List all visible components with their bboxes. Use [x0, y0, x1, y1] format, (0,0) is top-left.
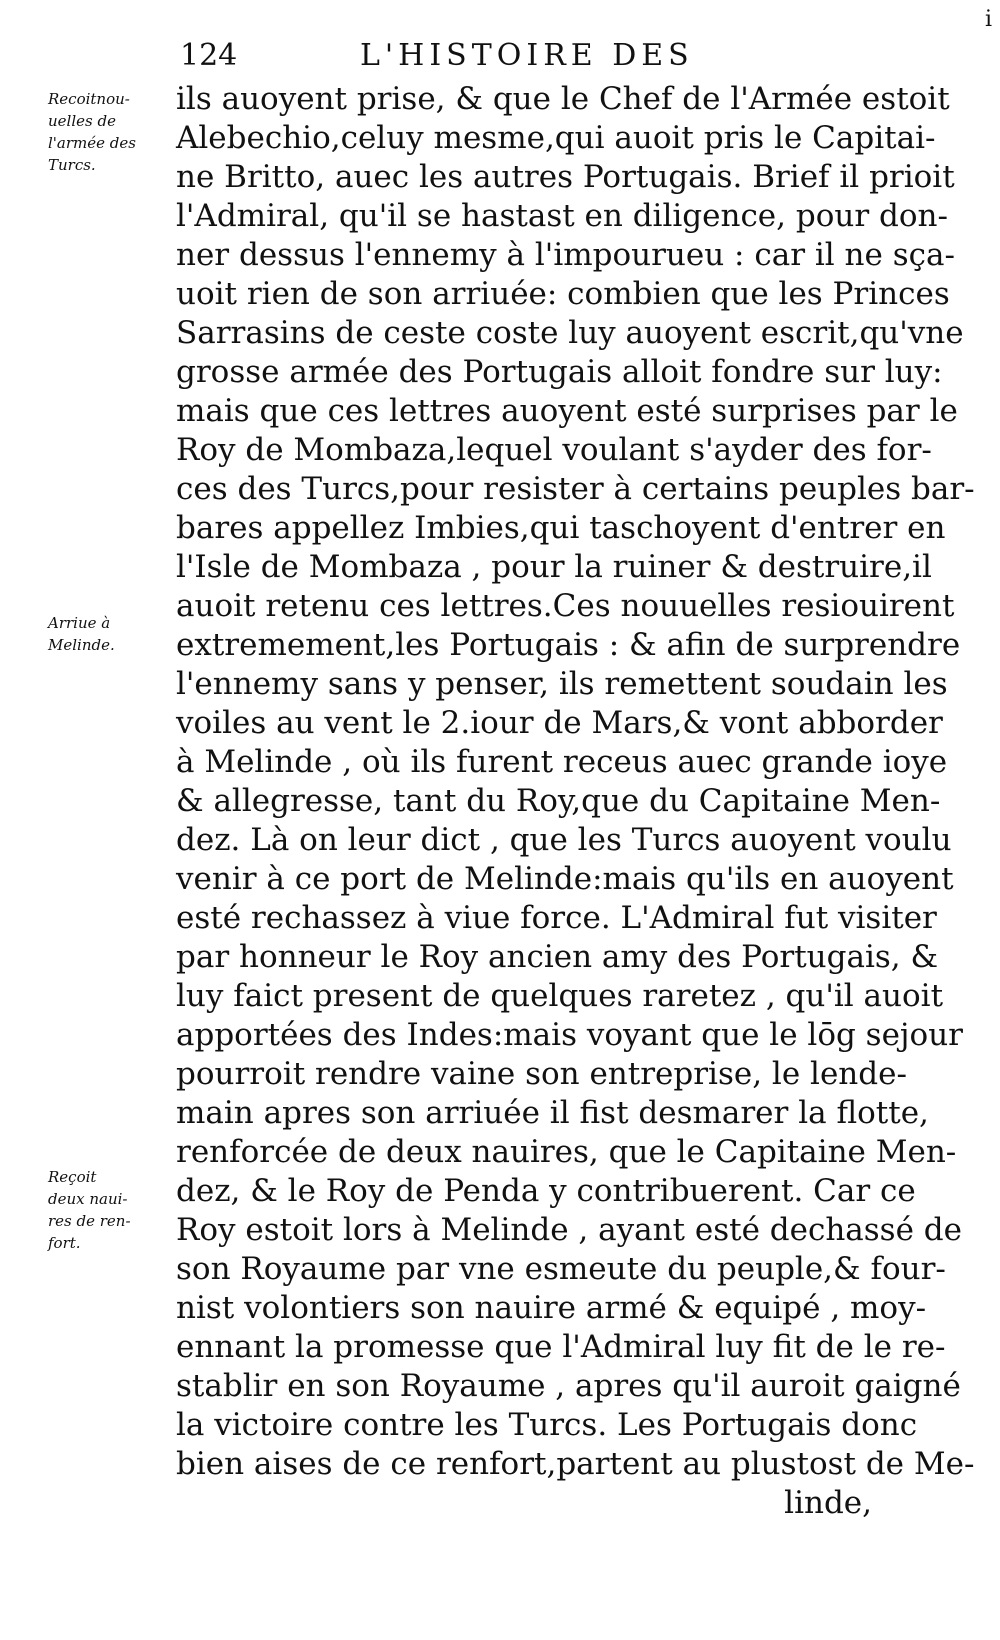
text-line: auoit retenu ces lettres.Ces nouuelles resiouirent [176, 588, 955, 624]
margin-note-line: Reçoit [48, 1168, 97, 1186]
text-line: par honneur le Roy ancien amy des Portugais, & [176, 939, 939, 975]
text-line-last: linde, [784, 1485, 872, 1521]
text-line: mais que ces lettres auoyent esté surprises par le [176, 393, 958, 429]
page-number: 124 [180, 38, 238, 73]
body-text [176, 80, 975, 1523]
text-line: & allegresse, tant du Roy,que du Capitaine Men- [176, 783, 941, 819]
text-line: l'Isle de Mombaza , pour la ruiner & destruire,il [176, 549, 932, 585]
text-line: Alebechio,celuy mesme,qui auoit pris le Capitai- [176, 120, 936, 156]
text-line: voiles au vent le 2.iour de Mars,& vont abborder [176, 705, 943, 741]
text-line: renforcée de deux nauires, que le Capitaine Men- [176, 1134, 957, 1170]
text-line: stablir en son Royaume , apres qu'il auroit gaigné [176, 1368, 961, 1404]
text-line: venir à ce port de Melinde:mais qu'ils en auoyent [176, 861, 954, 897]
text-line: grosse armée des Portugais alloit fondre sur luy: [176, 354, 943, 390]
margin-note-line: uelles de [48, 112, 116, 130]
text-line: ces des Turcs,pour resister à certains peuples bar- [176, 471, 975, 507]
text-line: esté rechassez à viue force. L'Admiral fut visiter [176, 900, 937, 936]
margin-note-line: Melinde. [48, 636, 115, 654]
text-line: son Royaume par vne esmeute du peuple,& four- [176, 1251, 946, 1287]
page-header [180, 36, 860, 76]
text-line: Roy de Mombaza,lequel voulant s'ayder des for- [176, 432, 932, 468]
margin-note-line: deux naui- [48, 1190, 128, 1208]
margin-note-line: Recoitnou- [48, 90, 130, 108]
text-line: ennant la promesse que l'Admiral luy fit de le re- [176, 1329, 946, 1365]
margin-note-line: res de ren- [48, 1212, 131, 1230]
text-line: ils auoyent prise, & que le Chef de l'Armée estoit [176, 81, 950, 117]
text-line: dez. Là on leur dict , que les Turcs auoyent voulu [176, 822, 952, 858]
margin-note-line: Turcs. [48, 156, 96, 174]
text-line: Roy estoit lors à Melinde , ayant esté dechassé de [176, 1212, 962, 1248]
margin-note-line: l'armée des [48, 134, 136, 152]
margin-note-turks-news [48, 88, 173, 176]
margin-note-line: Arriue à [48, 614, 111, 632]
margin-note-line: fort. [48, 1234, 81, 1252]
text-line: bien aises de ce renfort,partent au plustost de Me- [176, 1446, 975, 1482]
text-line: bares appellez Imbies,qui taschoyent d'entrer en [176, 510, 946, 546]
text-line: Sarrasins de ceste coste luy auoyent escrit,qu'vne [176, 315, 964, 351]
text-line: à Melinde , où ils furent receus auec grande ioye [176, 744, 948, 780]
text-line: main apres son arriuée il fist desmarer la flotte, [176, 1095, 929, 1131]
margin-note-arrival-melinde [48, 612, 173, 656]
margin-note-two-ships [48, 1166, 173, 1254]
text-line: uoit rien de son arriuée: combien que les Princes [176, 276, 950, 312]
text-line: pourroit rendre vaine son entreprise, le lende- [176, 1056, 907, 1092]
text-line: dez, & le Roy de Penda y contribuerent. Car ce [176, 1173, 916, 1209]
running-title: L'HISTOIRE DES [360, 38, 694, 73]
corner-mark: i [984, 7, 992, 32]
text-line: luy faict present de quelques raretez , qu'il auoit [176, 978, 944, 1014]
text-line: ne Britto, auec les autres Portugais. Brief il prioit [176, 159, 955, 195]
text-line: l'Admiral, qu'il se hastast en diligence, pour don- [176, 198, 948, 234]
text-line: la victoire contre les Turcs. Les Portugais donc [176, 1407, 918, 1443]
text-line: l'ennemy sans y penser, ils remettent soudain les [176, 666, 948, 702]
text-line: nist volontiers son nauire armé & equipé , moy- [176, 1290, 927, 1326]
text-line: apportées des Indes:mais voyant que le lōg sejour [176, 1017, 963, 1053]
text-line: ner dessus l'ennemy à l'impourueu : car il ne sça- [176, 237, 955, 273]
text-line: extremement,les Portugais : & afin de surprendre [176, 627, 961, 663]
